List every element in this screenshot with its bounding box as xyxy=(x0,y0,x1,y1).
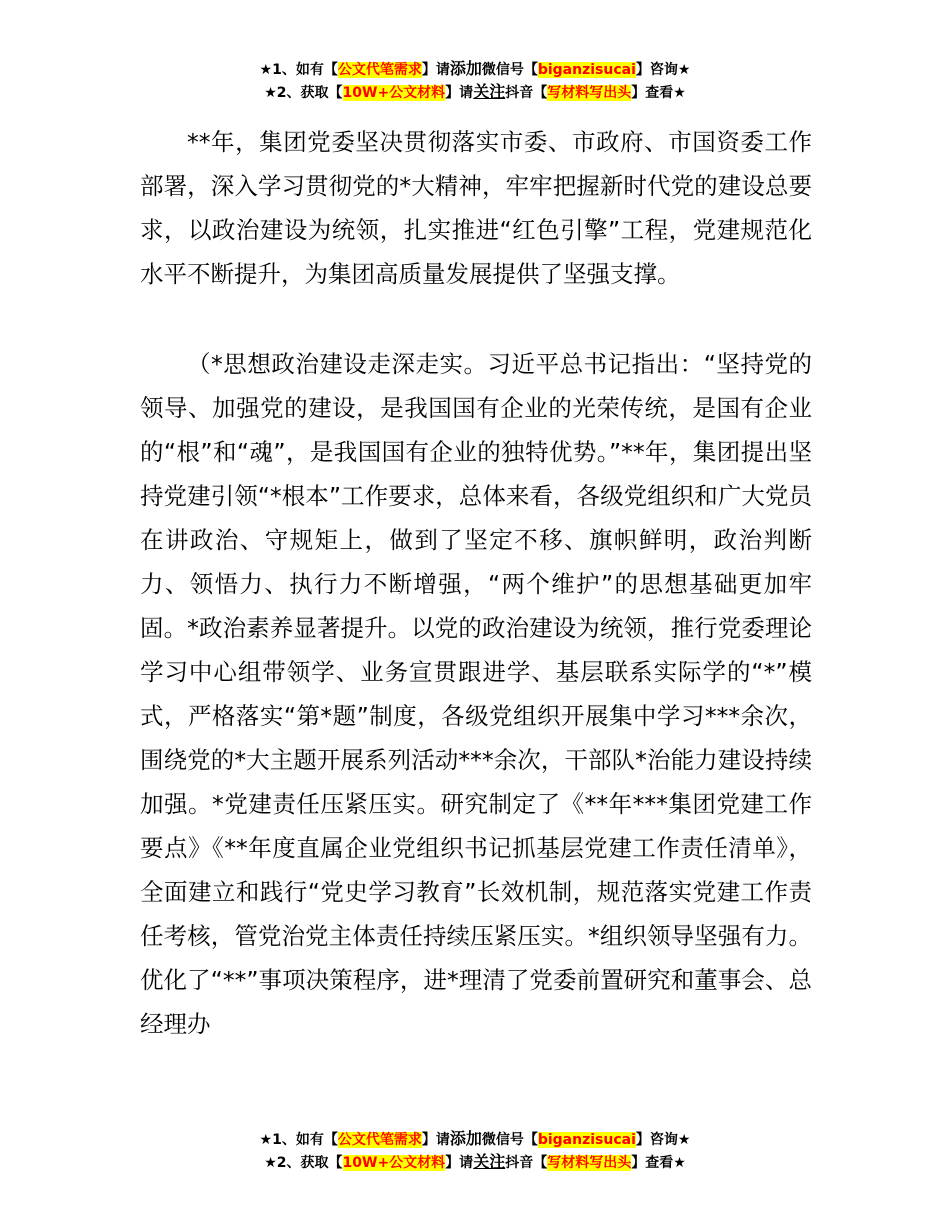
paragraph-intro: **年，集团党委坚决贯彻落实市委、市政府、市国资委工作部署，深入学习贯彻党的*大精神，牢牢把握新时代党的建设总要求，以政治建设为统领，扎实推进“红色引擎”工程，党建规范化水平不断提升，为集团高质量发展提供了坚强支撑。 xyxy=(140,128,812,288)
paragraph-political-construction: （*思想政治建设走深走实。习近平总书记指出：“坚持党的领导、加强党的建设，是我国国有企业的光荣传统，是国有企业的“根”和“魂”，是我国国有企业的独特优势。”**年，集团提出坚持党建引领“*根本”工作要求，总体来看，各级党组织和广大党员在讲政治、守规矩上，做到了坚定不移、旗帜鲜明，政治判断力、领悟力、执行力不断增强，“两个维护”的思想基础更加牢固。*政治素养显著提升。以党的政治建设为统领，推行党委理论学习中心组带领学、业务宣贯跟进学、基层联系实际学的“*”模式，严格落实“第*题”制度，各级党组织开展集中学习***余次，围绕党的*大主题开展系列活动***余次，干部队*治能力建设持续加强。*党建责任压紧压实。研究制定了《**年***集团党建工作要点》《**年度直属企业党组织书记抓基层党建工作责任清单》，全面建立和践行“党史学习教育”长效机制，规范落实党建工作责任考核，管党治党主体责任持续压紧压实。*组织领导坚强有力。优化了“**”事项决策程序，进*理清了党委前置研究和董事会、总经理办 xyxy=(140,350,812,1038)
banner-text: 】请 xyxy=(445,85,474,101)
banner-emphasis: 关注 xyxy=(473,82,506,101)
highlight-materials: 10W+公文材料 xyxy=(342,85,446,101)
footer-banner xyxy=(0,1128,950,1174)
document-body-main xyxy=(140,342,812,1046)
highlight-douyin-id: 写材料写出头 xyxy=(547,85,632,101)
document-body-intro xyxy=(140,120,812,296)
header-banner xyxy=(0,58,950,104)
banner-emphasis: 添加 xyxy=(449,1129,482,1148)
banner-text: 】请 xyxy=(445,1155,474,1171)
banner-text: 】查看★ xyxy=(631,85,686,101)
banner-text: 微信号【 xyxy=(481,1132,538,1148)
banner-text: ★1、如有【 xyxy=(259,1132,338,1148)
banner-line-2 xyxy=(0,1151,950,1174)
banner-text: ★2、获取【 xyxy=(264,85,343,101)
highlight-materials: 10W+公文材料 xyxy=(342,1155,446,1171)
banner-text: 】咨询★ xyxy=(635,62,691,78)
banner-text: 】请 xyxy=(421,1132,450,1148)
banner-text: 抖音【 xyxy=(505,1155,548,1171)
banner-emphasis: 添加 xyxy=(449,59,482,78)
banner-text: ★1、如有【 xyxy=(259,62,338,78)
highlight-wechat-id: biganzisucai xyxy=(537,1132,636,1148)
banner-text: 】请 xyxy=(421,62,450,78)
highlight-service: 公文代笔需求 xyxy=(337,62,422,78)
banner-text: 】查看★ xyxy=(631,1155,686,1171)
highlight-service: 公文代笔需求 xyxy=(337,1132,422,1148)
banner-text: 】咨询★ xyxy=(635,1132,691,1148)
banner-text: ★2、获取【 xyxy=(264,1155,343,1171)
banner-emphasis: 关注 xyxy=(473,1152,506,1171)
banner-line-2 xyxy=(0,81,950,104)
highlight-wechat-id: biganzisucai xyxy=(537,62,636,78)
banner-text: 抖音【 xyxy=(505,85,548,101)
banner-line-1 xyxy=(0,58,950,81)
banner-text: 微信号【 xyxy=(481,62,538,78)
banner-line-1 xyxy=(0,1128,950,1151)
highlight-douyin-id: 写材料写出头 xyxy=(547,1155,632,1171)
